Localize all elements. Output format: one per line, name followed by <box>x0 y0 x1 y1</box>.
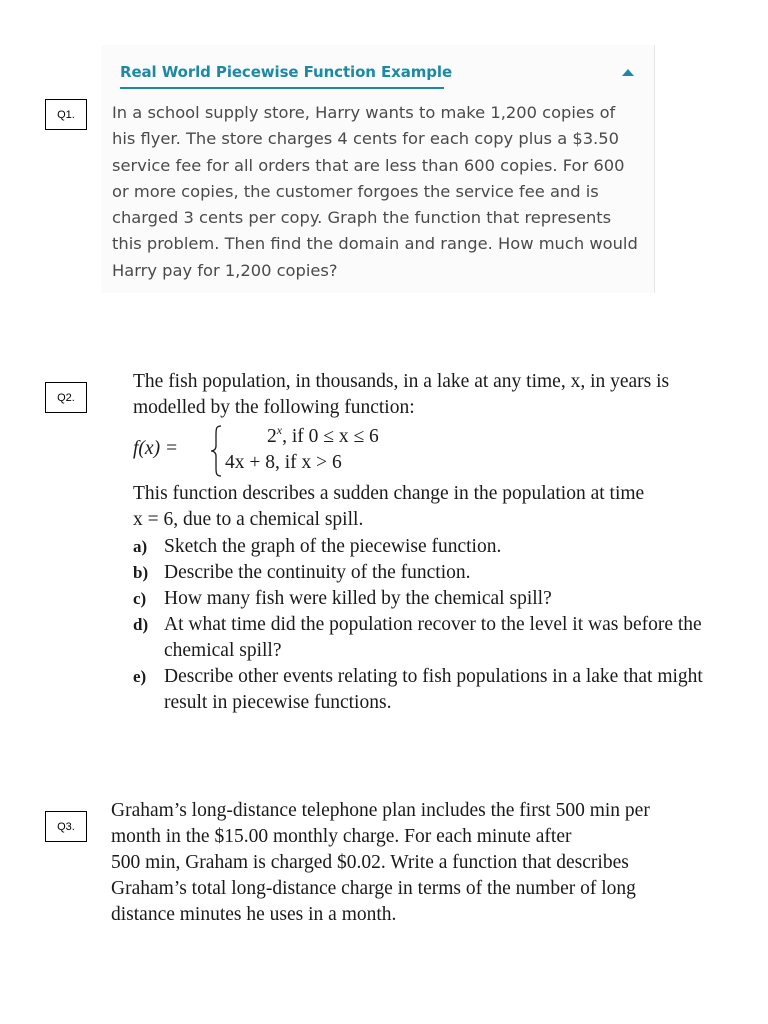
q3-line-3: 500 min, Graham is charged $0.02. Write a function that describes <box>111 852 629 873</box>
subquestion-a <box>133 534 713 560</box>
q2-intro-line-2: modelled by the following function: <box>133 397 415 418</box>
q2-desc-line-1: This function describes a sudden change in the population at time <box>133 483 645 504</box>
q3-line-1: Graham’s long-distance telephone plan includes the first 500 min per <box>111 800 650 821</box>
subquestion-marker: c) <box>133 589 147 608</box>
question-label-q2: Q2. <box>45 382 87 413</box>
function-lhs <box>133 438 177 460</box>
collapse-caret-icon[interactable] <box>622 69 634 76</box>
piecewise-case-2: 4x + 8, if x > 6 <box>225 452 342 473</box>
example-card-title: Real World Piecewise Function Example <box>120 63 453 81</box>
subquestion-marker: d) <box>133 615 149 634</box>
example-card <box>101 45 655 293</box>
q3-problem <box>111 798 691 928</box>
q3-line-5: distance minutes he uses in a month. <box>111 904 397 925</box>
subquestion-text: Describe other events relating to fish populations in a lake that might result in piecewise functions. <box>164 666 703 713</box>
subquestion-b <box>133 560 713 586</box>
subquestion-e <box>133 664 713 716</box>
q2-desc-line-2: x = 6, due to a chemical spill. <box>133 509 364 530</box>
case1-condition: , if 0 ≤ x ≤ 6 <box>282 426 379 447</box>
q2-problem <box>133 369 713 716</box>
subquestion-d <box>133 612 713 664</box>
subquestion-text: At what time did the population recover to the level it was before the chemical spill? <box>164 614 702 661</box>
subquestion-marker: a) <box>133 537 148 556</box>
left-brace <box>209 425 223 477</box>
subquestion-text: How many fish were killed by the chemical spill? <box>164 588 552 609</box>
piecewise-case-1 <box>267 423 379 448</box>
subquestion-marker: b) <box>133 563 149 582</box>
title-underline <box>120 87 444 89</box>
subquestion-c <box>133 586 713 612</box>
example-card-header[interactable] <box>120 61 634 91</box>
q3-line-4: Graham’s total long-distance charge in terms of the number of long <box>111 878 636 899</box>
subquestion-text: Describe the continuity of the function. <box>164 562 471 583</box>
case1-base: 2 <box>267 426 277 447</box>
function-name: f(x) <box>133 438 161 459</box>
subquestion-text: Sketch the graph of the piecewise function. <box>164 536 502 557</box>
case1-exponent: x <box>276 423 283 437</box>
question-label-q3: Q3. <box>45 811 87 842</box>
subquestion-marker: e) <box>133 667 147 686</box>
q2-intro-line-1: The fish population, in thousands, in a lake at any time, x, in years is <box>133 371 670 392</box>
q2-subquestions <box>133 534 713 716</box>
q1-problem-text: In a school supply store, Harry wants to make 1,200 copies of his flyer. The store charges 4 cents for each copy plus a $3.50 service fee for all orders that are less than 600 copies. For 600 or more copies, the customer forgoes the service fee and is charged 3 cents per copy. Graph the function that represents this problem. Then find the domain and range. How much would Harry pay for 1,200 copies? <box>112 103 638 280</box>
q3-line-2: month in the $15.00 monthly charge. For each minute after <box>111 826 572 847</box>
equals-sign: = <box>166 438 178 459</box>
question-label-q1: Q1. <box>45 99 87 130</box>
piecewise-function <box>133 423 713 481</box>
